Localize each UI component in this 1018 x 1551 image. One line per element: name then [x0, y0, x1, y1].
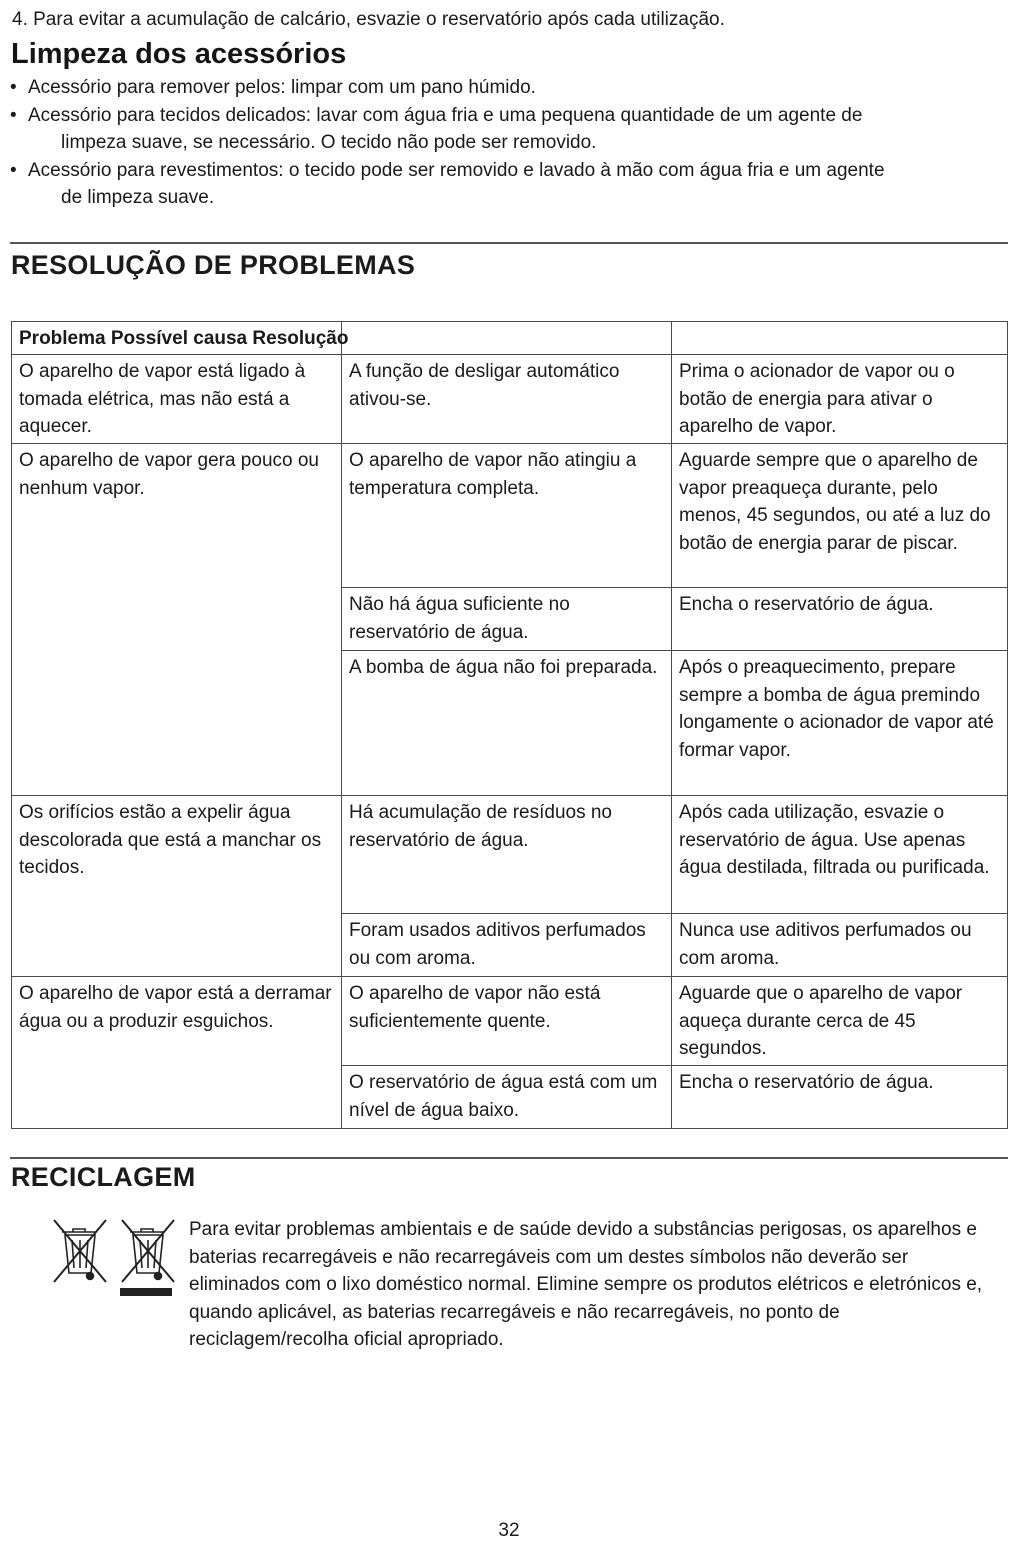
solution-cell: Encha o reservatório de água. [672, 1066, 1008, 1129]
weee-symbols [50, 1218, 178, 1302]
troubleshooting-table [11, 321, 1008, 1129]
cause-cell: Há acumulação de resíduos no reservatório de água. [342, 796, 672, 914]
crossed-out-wheelie-bin-with-bar-icon [120, 1220, 174, 1296]
list-item-text: Acessório para revestimentos: o tecido pode ser removido e lavado à mão com água fria e um agente [28, 159, 885, 181]
cleaning-step-4: 4. Para evitar a acumulação de calcário, esvazie o reservatório após cada utilização. [12, 9, 725, 30]
table-header-cell [342, 322, 672, 355]
page-number: 32 [498, 1520, 520, 1541]
accessories-cleaning-heading: Limpeza dos acessórios [11, 38, 347, 70]
bullet: • [10, 159, 17, 181]
cause-cell: A bomba de água não foi preparada. [342, 651, 672, 796]
solution-cell: Nunca use aditivos perfumados ou com aroma. [672, 914, 1008, 977]
section-divider [10, 242, 1008, 244]
solution-cell: Após cada utilização, esvazie o reservatório de água. Use apenas água destilada, filtrada ou purificada. [672, 796, 1008, 914]
cause-cell: O aparelho de vapor não atingiu a temperatura completa. [342, 444, 672, 588]
list-item [10, 102, 1000, 157]
list-item-text-continued: limpeza suave, se necessário. O tecido não pode ser removido. [61, 132, 597, 153]
cause-cell: A função de desligar automático ativou-se. [342, 355, 672, 444]
problem-cell: O aparelho de vapor está ligado à tomada elétrica, mas não está a aquecer. [12, 355, 342, 444]
table-header-row [12, 322, 1008, 355]
problem-cell: O aparelho de vapor gera pouco ou nenhum vapor. [12, 444, 342, 796]
bullet: • [10, 104, 17, 126]
list-item [10, 157, 1000, 212]
solution-cell: Prima o acionador de vapor ou o botão de energia para ativar o aparelho de vapor. [672, 355, 1008, 444]
list-item [10, 74, 1000, 102]
table-row [12, 444, 1008, 588]
table-header-text: Problema Possível causa Resolução [19, 328, 349, 349]
cause-cell: Foram usados aditivos perfumados ou com aroma. [342, 914, 672, 977]
list-item-text: Acessório para remover pelos: limpar com um pano húmido. [28, 77, 536, 98]
solution-cell: Encha o reservatório de água. [672, 588, 1008, 651]
accessories-list [10, 74, 1000, 212]
solution-cell: Aguarde sempre que o aparelho de vapor preaqueça durante, pelo menos, 45 segundos, ou até a luz do botão de energia parar de piscar. [672, 444, 1008, 588]
section-divider [10, 1157, 1008, 1159]
recycling-text: Para evitar problemas ambientais e de saúde devido a substâncias perigosas, os aparelhos e baterias recarregáveis e não recarregáveis com um destes símbolos não deverão ser eliminados com o lixo doméstico normal. Elimine sempre os produtos elétricos e eletrónicos e, quando aplicável, as baterias recarregáveis e não recarregáveis, no ponto de reciclagem/recolha oficial apropriado. [189, 1219, 983, 1350]
problem-cell: Os orifícios estão a expelir água descolorada que está a manchar os tecidos. [12, 796, 342, 977]
list-item-text: Acessório para tecidos delicados: lavar com água fria e uma pequena quantidade de um agente de [28, 104, 863, 126]
problem-cell: O aparelho de vapor está a derramar água ou a produzir esguichos. [12, 977, 342, 1129]
cause-cell: Não há água suficiente no reservatório de água. [342, 588, 672, 651]
recycling-heading: RECICLAGEM [11, 1162, 196, 1192]
solution-cell: Após o preaquecimento, prepare sempre a bomba de água premindo longamente o acionador de vapor até formar vapor. [672, 651, 1008, 796]
table-row [12, 355, 1008, 444]
table-row [12, 977, 1008, 1066]
crossed-out-wheelie-bin-icon [54, 1220, 106, 1282]
bullet: • [10, 77, 17, 98]
solution-cell: Aguarde que o aparelho de vapor aqueça durante cerca de 45 segundos. [672, 977, 1008, 1066]
table-header-cell [12, 322, 349, 355]
cause-cell: O aparelho de vapor não está suficientemente quente. [342, 977, 672, 1066]
table-row [12, 796, 1008, 914]
table-header-cell [672, 322, 1008, 355]
troubleshooting-heading: RESOLUÇÃO DE PROBLEMAS [11, 250, 416, 280]
list-item-text-continued: de limpeza suave. [61, 187, 215, 208]
cause-cell: O reservatório de água está com um nível de água baixo. [342, 1066, 672, 1129]
